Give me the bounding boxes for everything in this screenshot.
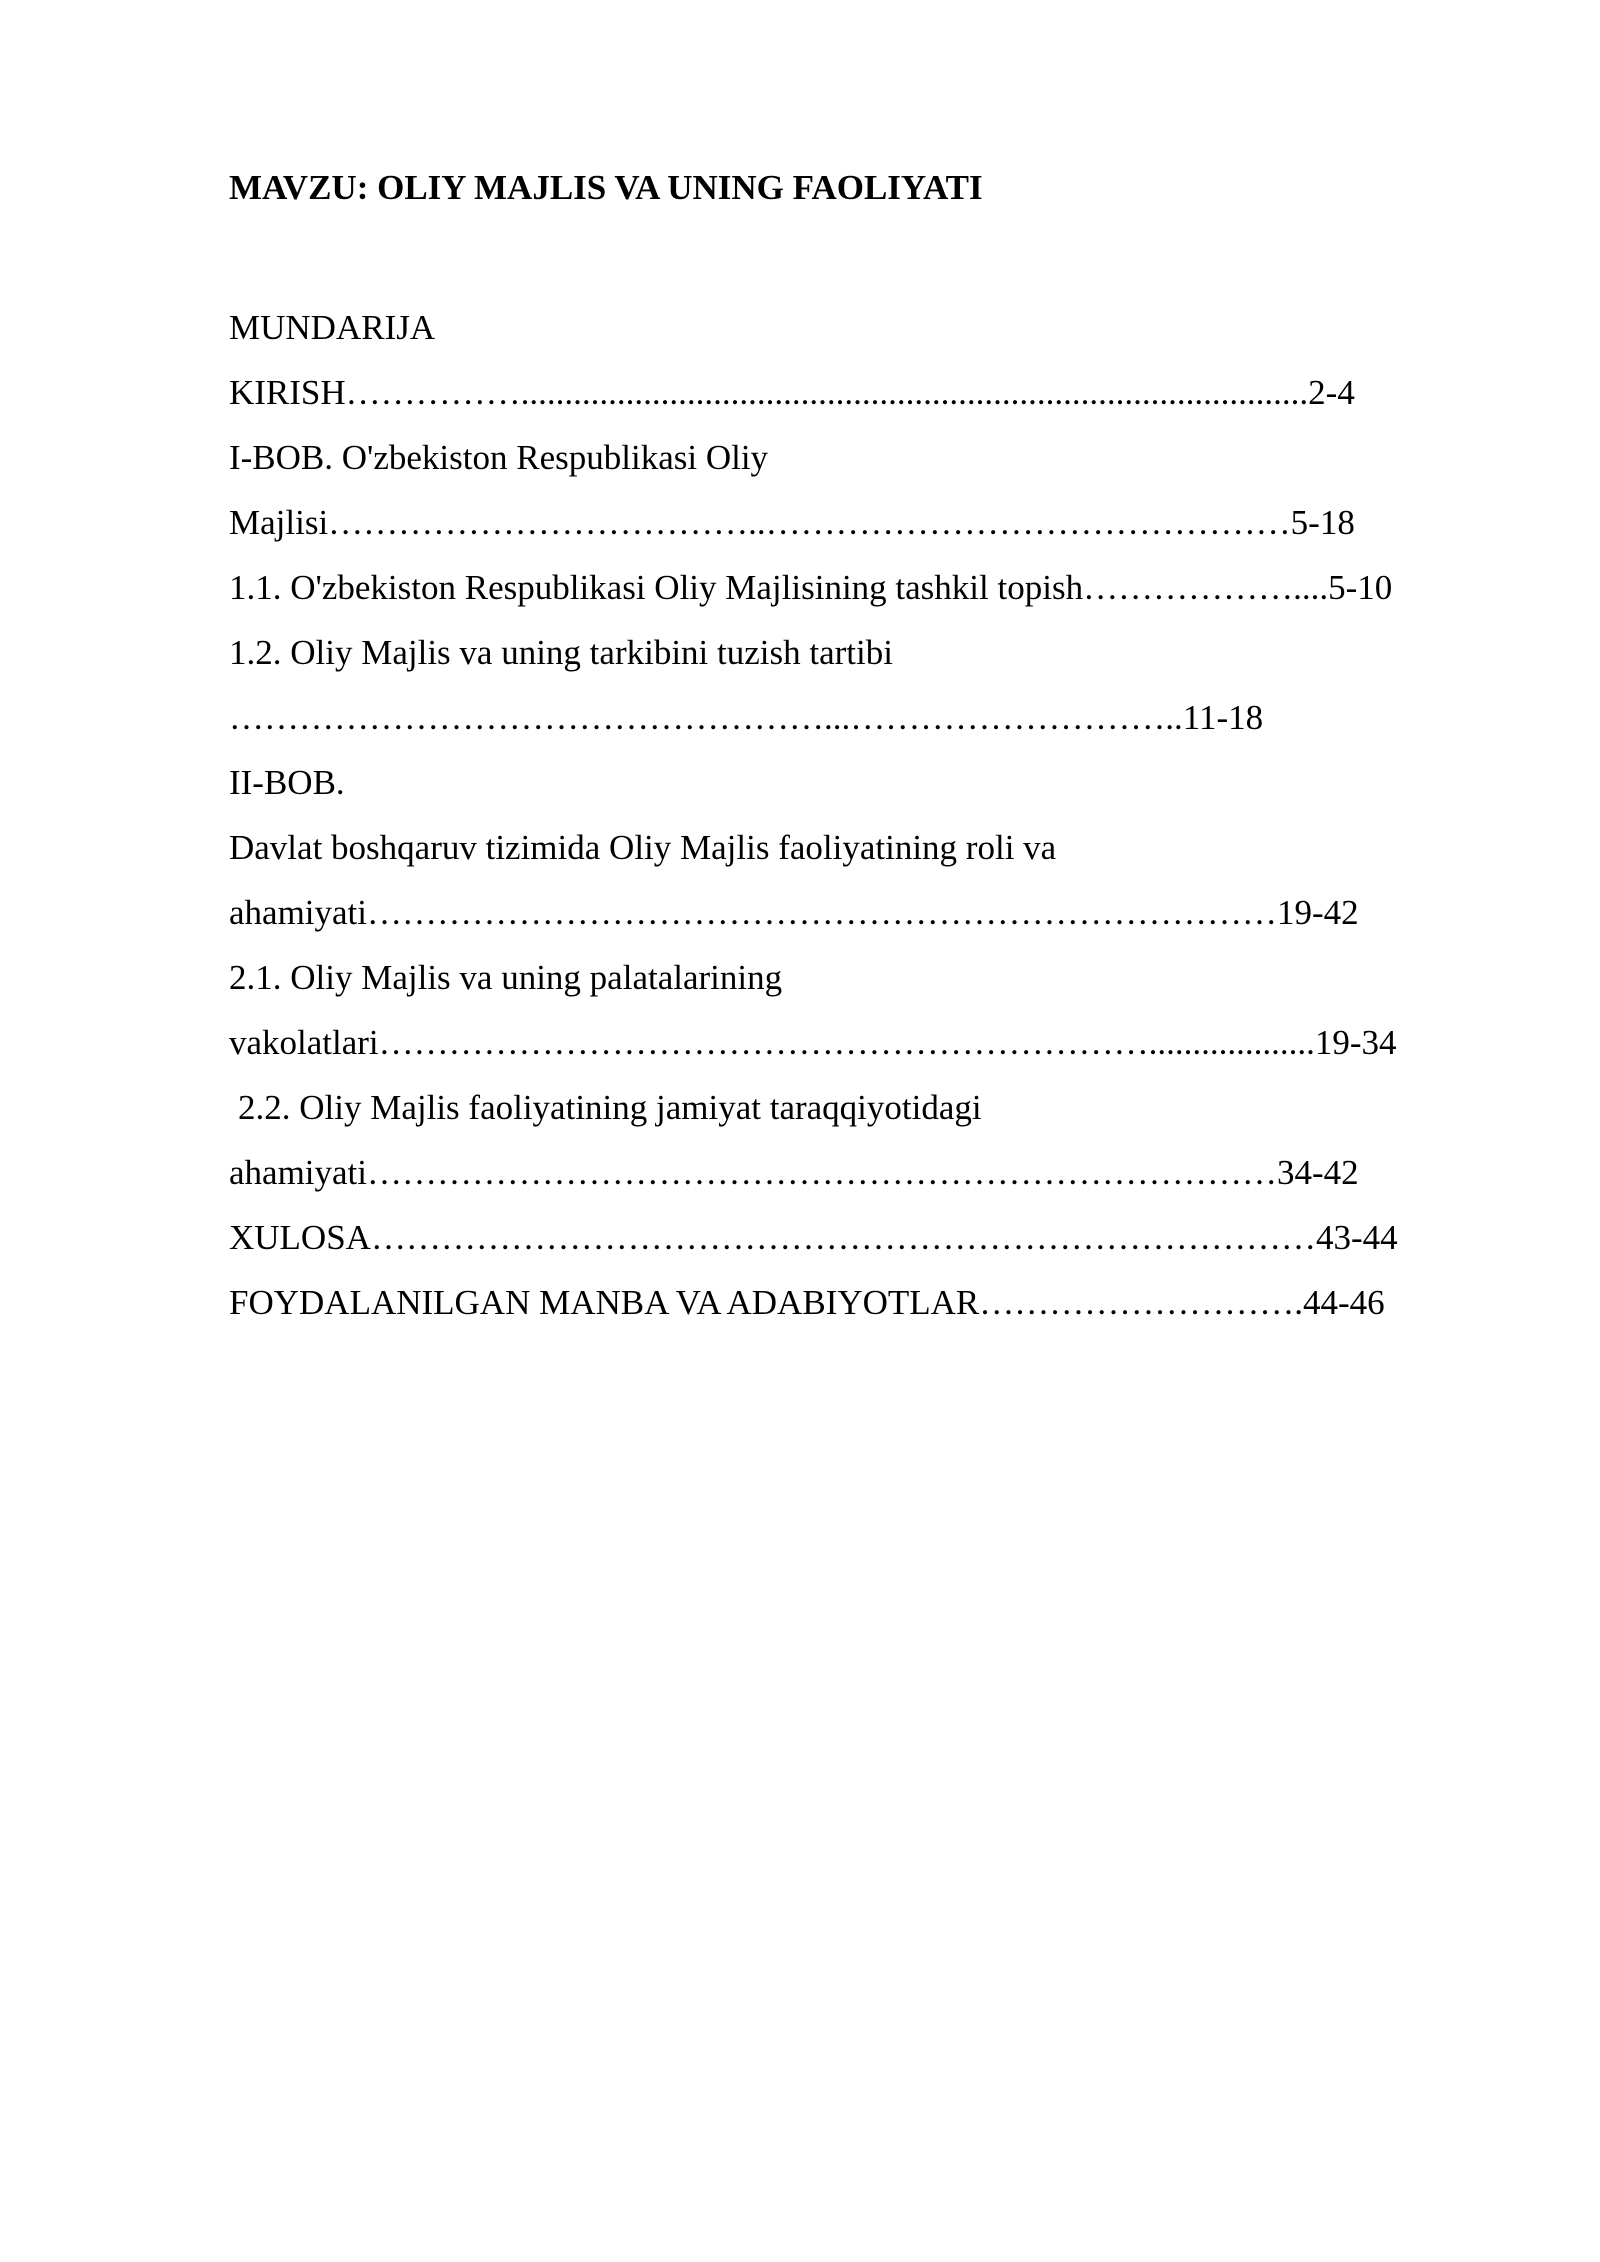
table-of-contents [229,295,1529,1335]
toc-entry-chapter-2-title: Davlat boshqaruv tizimida Oliy Majlis faoliyatining roli va [229,828,1057,867]
toc-entry-chapter-2-pages: ahamiyati……………………………………………………………………19-42 [229,893,1359,932]
toc-entry-section-1-1: 1.1. O'zbekiston Respublikasi Oliy Majlisining tashkil topish………………....5-10 [229,568,1393,607]
toc-entry-section-1-2-title: 1.2. Oliy Majlis va uning tarkibini tuzish tartibi [229,633,893,672]
toc-entry-chapter-1-title: I-BOB. O'zbekiston Respublikasi Oliy [229,438,769,477]
toc-entry-chapter-1-pages: Majlisi………………………………..………………………………………5-18 [229,503,1355,542]
toc-entry-references: FOYDALANILGAN MANBA VA ADABIYOTLAR……………………….44-46 [229,1283,1385,1322]
toc-entry-section-2-1-pages: vakolatlari…………………………………………………………...................19-34 [229,1023,1397,1062]
toc-entry-section-2-2-pages: ahamiyati……………………………………………………………………34-42 [229,1153,1359,1192]
toc-entry-section-2-1-title: 2.1. Oliy Majlis va uning palatalarining [229,958,783,997]
toc-entry-section-1-2-pages: ……………………………………………...………………………..11-18 [229,698,1264,737]
document-title: MAVZU: OLIY MAJLIS VA UNING FAOLIYATI [229,168,983,207]
toc-entry-kirish: KIRISH……………..........................................................................................2-4 [229,373,1355,412]
toc-heading: MUNDARIJA [229,308,436,347]
toc-entry-section-2-2-title: 2.2. Oliy Majlis faoliyatining jamiyat taraqqiyotidagi [238,1088,982,1127]
toc-entry-xulosa: XULOSA………………………………………………………………………43-44 [229,1218,1398,1257]
toc-entry-chapter-2-label: II-BOB. [229,763,345,802]
